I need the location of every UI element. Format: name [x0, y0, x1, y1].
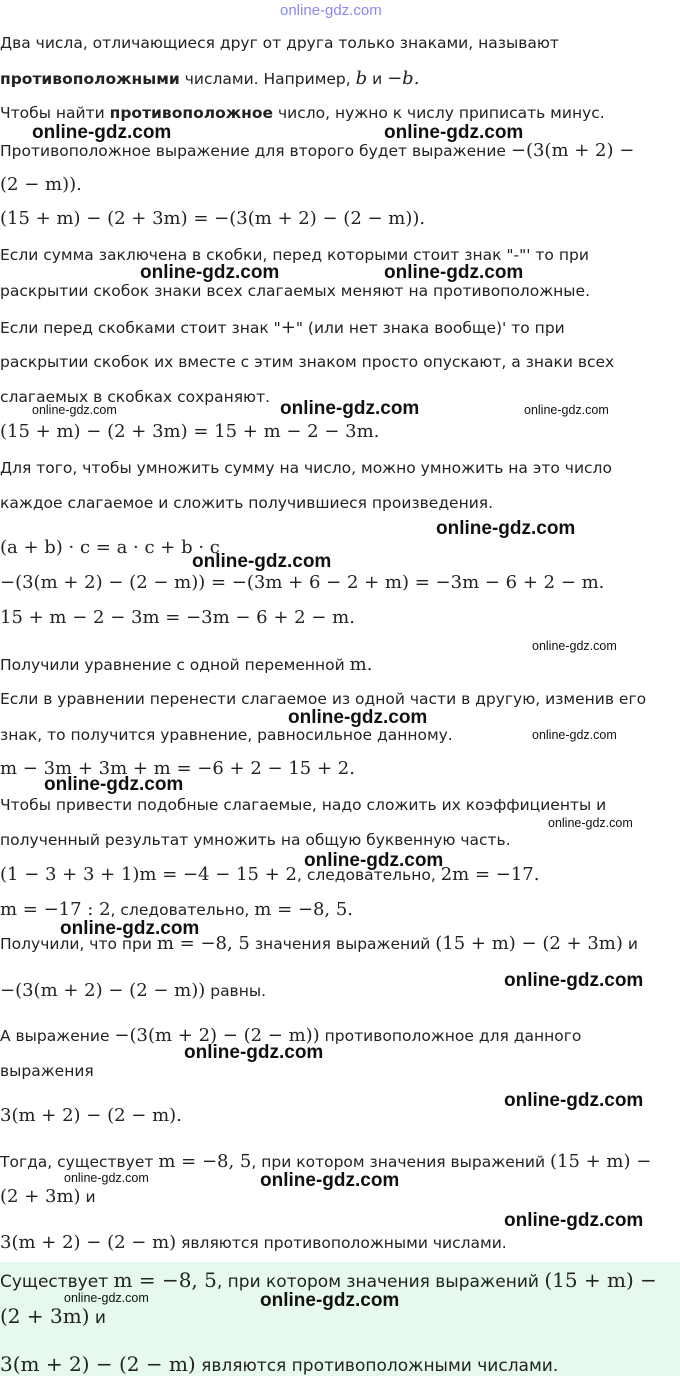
watermark: online-gdz.com [532, 728, 617, 742]
text-line-22: Чтобы привести подобные слагаемые, надо сложить их коэффициенты и [0, 796, 607, 814]
answer-line-1: Существует m = −8, 5, при котором значения выражений (15 + m) − [0, 1268, 657, 1292]
watermark: online-gdz.com [532, 639, 617, 653]
text-line-24: (1 − 3 + 3 + 1)m = −4 − 15 + 2, следовательно, 2m = −17. [0, 864, 540, 885]
text-line-7: Если сумма заключена в скобки, перед которыми стоит знак "-"' то при [0, 246, 589, 264]
math-expression: −(3(m + 2) − (2 − m)) [114, 1025, 320, 1046]
text-line-10: раскрытии скобок их вместе с этим знаком просто опускают, а знаки всех [0, 353, 615, 371]
watermark: online-gdz.com [64, 1291, 149, 1305]
watermark: online-gdz.com [192, 551, 332, 572]
header-watermark: online-gdz.com [280, 2, 382, 19]
math-expression: (15 + m) − [544, 1268, 657, 1292]
text-line-33: 3(m + 2) − (2 − m) являются противоположными числами. [0, 1232, 507, 1253]
math-expression: −(3(m + 2) − [510, 140, 635, 161]
watermark: online-gdz.com [288, 707, 428, 728]
text-line-25: m = −17 : 2, следовательно, m = −8, 5. [0, 899, 354, 920]
watermark: online-gdz.com [140, 262, 280, 283]
watermark: online-gdz.com [64, 1171, 149, 1185]
watermark: online-gdz.com [436, 518, 576, 539]
math-expression: m = −8, 5 [156, 933, 250, 954]
math-line-6: (15 + m) − (2 + 3m) = −(3(m + 2) − (2 − m)). [0, 208, 426, 229]
math-expression: m = −8, 5. [254, 899, 354, 920]
text-line-2: противоположными числами. Например, b и −b. [0, 68, 420, 89]
text-line-3: Чтобы найти противоположное число, нужно к числу приписать минус. [0, 104, 605, 122]
text-line-1: Два числа, отличающиеся друг от друга только знаками, называют [0, 34, 559, 52]
answer-line-2: (2 + 3m) и [0, 1304, 106, 1328]
watermark: online-gdz.com [280, 398, 420, 419]
text-line-32: (2 + 3m) и [0, 1186, 96, 1207]
watermark: online-gdz.com [44, 774, 184, 795]
math-expression: m = −17 : 2 [0, 899, 111, 920]
text-line-19: Если в уравнении перенести слагаемое из одной части в другую, изменив его [0, 690, 647, 708]
math-expression: + [280, 317, 296, 338]
math-expression: (15 + m) − (2 + 3m) [435, 933, 623, 954]
text-line-14: каждое слагаемое и сложить получившиеся произведения. [0, 494, 494, 512]
math-line-16: −(3(m + 2) − (2 − m)) = −(3m + 6 − 2 + m) = −3m − 6 + 2 − m. [0, 572, 605, 593]
watermark: online-gdz.com [384, 262, 524, 283]
watermark: online-gdz.com [32, 122, 172, 143]
math-line-21: m − 3m + 3m + m = −6 + 2 − 15 + 2. [0, 758, 355, 779]
watermark: online-gdz.com [184, 1042, 324, 1063]
text-line-27: −(3(m + 2) − (2 − m)) равны. [0, 980, 266, 1001]
watermark: online-gdz.com [60, 918, 200, 939]
text-line-13: Для того, чтобы умножить сумму на число, можно умножить на это число [0, 459, 612, 477]
watermark: online-gdz.com [32, 403, 117, 417]
watermark: online-gdz.com [260, 1170, 400, 1191]
math-expression: (2 + 3m) [0, 1186, 81, 1207]
math-expression: m. [349, 654, 373, 675]
text-line-23: полученный результат умножить на общую буквенную часть. [0, 831, 511, 849]
math-expression: 2m = −17. [440, 864, 540, 885]
watermark: online-gdz.com [504, 1090, 644, 1111]
math-expression: (1 − 3 + 3 + 1)m = −4 − 15 + 2 [0, 864, 297, 885]
math-line-17: 15 + m − 2 − 3m = −3m − 6 + 2 − m. [0, 607, 355, 628]
text-line-11: слагаемых в скобках сохраняют. [0, 388, 271, 406]
math-expression: 3(m + 2) − (2 − m) [0, 1352, 196, 1376]
math-line-12: (15 + m) − (2 + 3m) = 15 + m − 2 − 3m. [0, 421, 380, 442]
watermark: online-gdz.com [304, 850, 444, 871]
math-expression: m = −8, 5 [158, 1151, 252, 1172]
answer-line-3: 3(m + 2) − (2 − m) являются противоположными числами. [0, 1352, 559, 1376]
watermark: online-gdz.com [524, 403, 609, 417]
text-line-26: Получили, что при m = −8, 5 значения выражений (15 + m) − (2 + 3m) и [0, 933, 638, 954]
text-line-31: Тогда, существует m = −8, 5, при котором значения выражений (15 + m) − [0, 1151, 652, 1172]
math-expression: 3(m + 2) − (2 − m) [0, 1232, 177, 1253]
text-line-4: Противоположное выражение для второго будет выражение −(3(m + 2) − [0, 140, 635, 161]
math-expression: (2 + 3m) [0, 1304, 90, 1328]
math-line-30: 3(m + 2) − (2 − m). [0, 1105, 182, 1126]
watermark: online-gdz.com [548, 816, 633, 830]
text-line-8: раскрытии скобок знаки всех слагаемых меняют на противоположные. [0, 282, 590, 300]
text-line-29: выражения [0, 1062, 94, 1080]
math-line-15: (a + b) · c = a · c + b · c [0, 537, 220, 558]
math-expression: b [355, 68, 368, 89]
watermark: online-gdz.com [504, 970, 644, 991]
math-expression: m = −8, 5 [113, 1268, 217, 1292]
math-line-5: (2 − m)). [0, 174, 82, 195]
watermark: online-gdz.com [384, 122, 524, 143]
text-line-20: знак, то получится уравнение, равносильное данному. [0, 726, 453, 744]
text-line-28: А выражение −(3(m + 2) − (2 − m)) противоположное для данного [0, 1025, 582, 1046]
bold-term: противоположными [0, 70, 180, 88]
text-line-9: Если перед скобками стоит знак "+" (или нет знака вообще)' то при [0, 317, 565, 338]
math-expression: −(3(m + 2) − (2 − m)) [0, 980, 206, 1001]
text-line-18: Получили уравнение с одной переменной m. [0, 654, 373, 675]
watermark: online-gdz.com [260, 1290, 400, 1311]
math-expression: −b. [387, 68, 420, 89]
watermark: online-gdz.com [504, 1210, 644, 1231]
bold-term: противоположное [109, 104, 274, 122]
math-expression: (15 + m) − [549, 1151, 652, 1172]
